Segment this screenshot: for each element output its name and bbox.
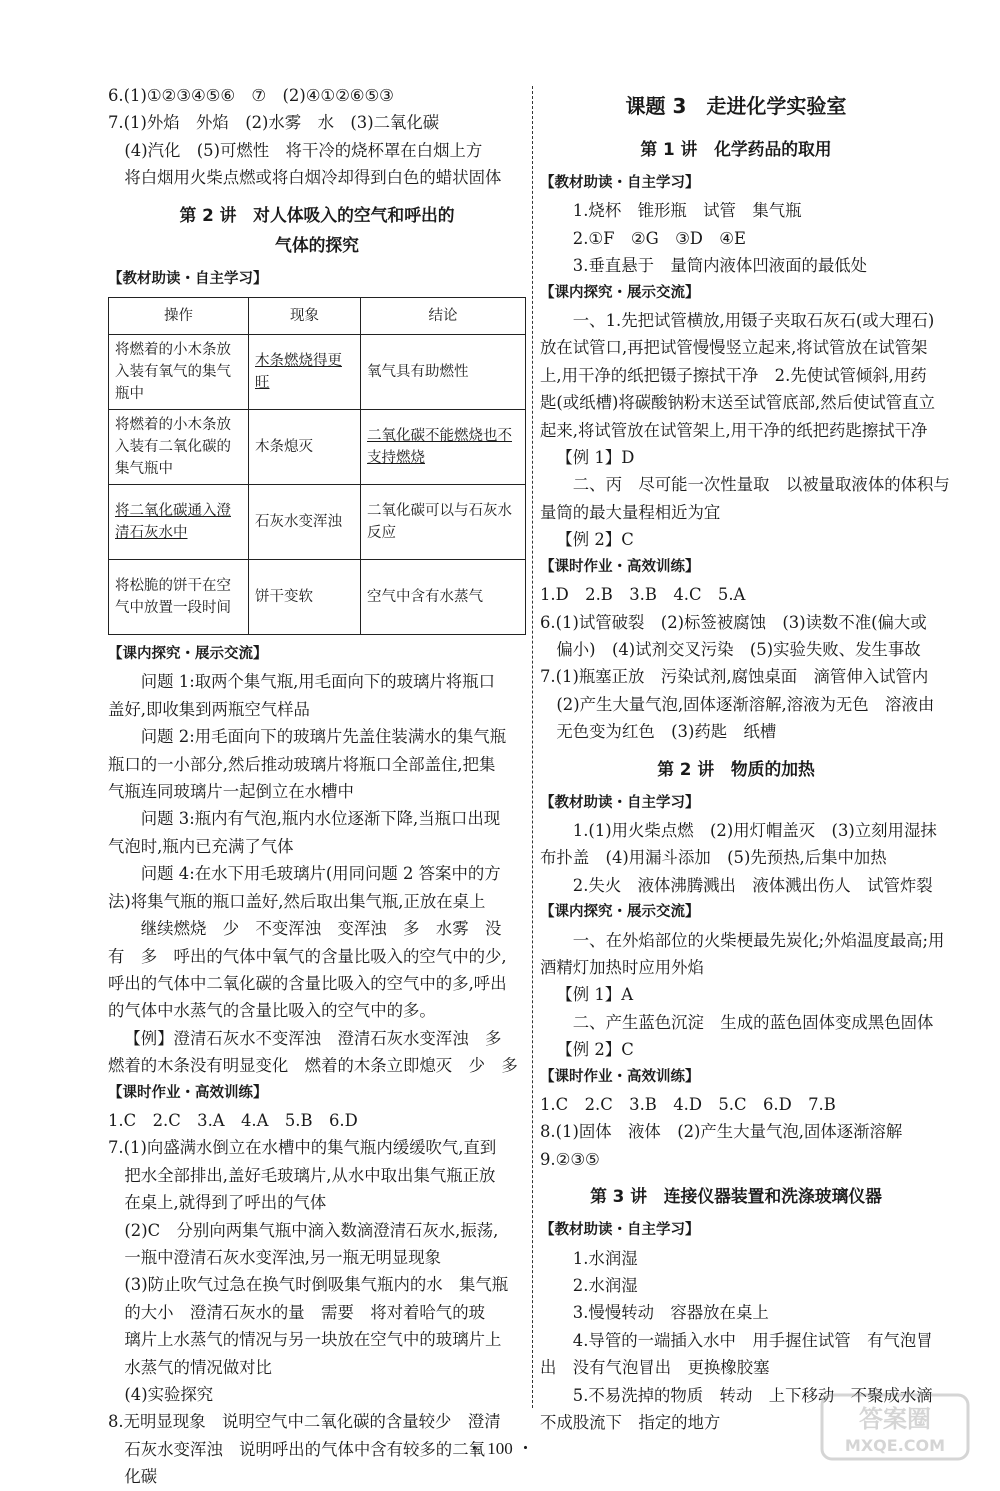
table-header: 结论 (361, 298, 526, 335)
answer-line: 3.慢慢转动 容器放在桌上 (572, 1303, 769, 1323)
answer-line: 【例 1】D (556, 448, 635, 468)
answer-line: 一瓶中澄清石灰水变浑浊,另一瓶无明显现象 (108, 1247, 442, 1267)
right-column (540, 82, 950, 1436)
answer-line: 问题 4:在水下用毛玻璃片(用同问题 2 答案中的方 (140, 864, 501, 884)
answer-line: 不成股流下 指定的地方 (540, 1413, 721, 1433)
answer-line: 无色变为红色 (3)药匙 纸槽 (540, 722, 777, 742)
answer-line: 7.(1)瓶塞正放 污染试剂,腐蚀桌面 滴管伸入试管内 (540, 667, 929, 687)
section-heading: 【课时作业・高效训练】 (540, 558, 700, 575)
answer-line: 的气体中水蒸气的含量比吸入的空气中的多。 (108, 1001, 436, 1021)
page-number: ・ 100 ・ (466, 1439, 534, 1458)
table-cell: 二氧化碳不能燃烧也不支持燃烧 (361, 410, 526, 485)
lesson-2-heating-title: 第 2 讲 物质的加热 (657, 758, 815, 779)
answer-line: 盖好,即收集到两瓶空气样品 (108, 699, 310, 719)
answer-line: 1.水润湿 (572, 1248, 638, 1268)
left-top-answers (108, 82, 526, 192)
topic-title: 课题 3 走进化学实验室 (625, 94, 847, 118)
answer-line: 【例 2】C (556, 530, 634, 550)
answer-line: 量筒的最大量程相近为宜 (540, 502, 721, 522)
answer-line: 1.C 2.C 3.A 4.A 5.B 6.D (108, 1110, 358, 1130)
answer-line: (3)防止吹气过急在换气时倒吸集气瓶内的水 集气瓶 (108, 1275, 509, 1295)
table-cell: 将燃着的小木条放入装有氧气的集气瓶中 (109, 335, 249, 410)
answer-line: 化碳 (108, 1467, 158, 1487)
answer-line: 问题 2:用毛面向下的玻璃片先盖住装满水的集气瓶 (140, 727, 507, 747)
answer-line: 偏小) (4)试剂交叉污染 (5)实验失败、发生事故 (540, 639, 921, 659)
section-heading: 【课时作业・高效训练】 (108, 1084, 268, 1101)
column-divider (532, 86, 533, 1408)
answer-line: 4.导管的一端插入水中 用手握住试管 有气泡冒 (572, 1330, 933, 1350)
answer-line: 上,用干净的纸把镊子擦拭干净 2.先使试管倾斜,用药 (540, 365, 927, 385)
answer-line: 呼出的气体中二氧化碳的含量比吸入的空气中的多,呼出 (108, 973, 507, 993)
left-column (108, 82, 526, 1491)
table-header-row (109, 298, 526, 335)
answer-line: 1.烧杯 锥形瓶 试管 集气瓶 (572, 201, 802, 221)
answer-line: 酒精灯加热时应用外焰 (540, 957, 704, 977)
answer-line: 一、1.先把试管横放,用镊子夹取石灰石(或大理石) (572, 311, 935, 331)
lesson-2-title (108, 200, 526, 260)
table-cell: 空气中含有水蒸气 (361, 560, 526, 635)
answer-line: 在桌上,就得到了呼出的气体 (108, 1193, 327, 1213)
answer-line: 出 没有气泡冒出 更换橡胶塞 (540, 1358, 770, 1378)
section-heading: 【课时作业・高效训练】 (540, 1068, 700, 1085)
answer-line: 气瓶连同玻璃片一起倒立在水槽中 (108, 782, 354, 802)
answer-line: (2)产生大量气泡,固体逐渐溶解,溶液为无色 溶液由 (540, 694, 935, 714)
table-cell: 将二氧化碳通入澄清石灰水中 (109, 485, 249, 560)
answer-line: (2)C 分别向两集气瓶中滴入数滴澄清石灰水,振荡, (108, 1220, 499, 1240)
table-cell: 将松脆的饼干在空气中放置一段时间 (109, 560, 249, 635)
answer-line: 二、丙 尽可能一次性量取 以被量取液体的体积与 (572, 475, 950, 495)
answer-line: 1.C 2.C 3.B 4.D 5.C 6.D 7.B (540, 1095, 836, 1114)
table-row (109, 335, 526, 410)
section-heading: 【课内探究・展示交流】 (108, 646, 268, 663)
answer-line: 匙(或纸槽)将碳酸钠粉末送至试管底部,然后使试管直立 (540, 393, 935, 413)
svg-text:答案圈: 答案圈 (859, 1405, 931, 1433)
answer-line: 6.(1)试管破裂 (2)标签被腐蚀 (3)读数不准(偏大或 (540, 612, 927, 632)
answer-line: 问题 3:瓶内有气泡,瓶内水位逐渐下降,当瓶口出现 (140, 809, 501, 829)
answer-line: 8.(1)固体 液体 (2)产生大量气泡,固体逐渐溶解 (540, 1122, 903, 1142)
explore-answers (108, 668, 526, 1079)
answer-line: 【例】澄清石灰水不变浑浊 澄清石灰水变浑浊 多 (124, 1028, 502, 1048)
lesson-3-title: 第 3 讲 连接仪器装置和洗涤玻璃仪器 (590, 1186, 882, 1207)
table-row (109, 485, 526, 560)
answer-line: 1.(1)用火柴点燃 (2)用灯帽盖灭 (3)立刻用湿抹 (572, 820, 937, 840)
svg-text:MXQE.COM: MXQE.COM (844, 1436, 946, 1455)
answer-line: 气泡时,瓶内已充满了气体 (108, 836, 294, 856)
answer-line: 8.无明显现象 说明空气中二氧化碳的含量较少 澄清 (108, 1412, 501, 1432)
answer-line: 璃片上水蒸气的情况与另一块放在空气中的玻璃片上 (108, 1330, 502, 1350)
answer-line: 石灰水变浑浊 说明呼出的气体中含有较多的二氧 (108, 1439, 485, 1459)
answer-line: (4)汽化 (5)可燃性 将干冷的烧杯罩在白烟上方 (108, 140, 483, 160)
lesson-2-title-line-2: 气体的探究 (275, 234, 359, 255)
answer-line: 布扑盖 (4)用漏斗添加 (5)先预热,后集中加热 (540, 848, 887, 868)
table-cell: 二氧化碳可以与石灰水反应 (361, 485, 526, 560)
answer-line: 起来,将试管放在试管架上,用干净的纸把药匙擦拭干净 (540, 420, 928, 440)
observation-table (108, 297, 526, 635)
section-heading: 【教材助读・自主学习】 (108, 270, 268, 287)
table-row (109, 410, 526, 485)
answer-line: 放在试管口,再把试管慢慢竖立起来,将试管放在试管架 (540, 338, 928, 358)
section-heading: 【教材助读・自主学习】 (540, 175, 700, 191)
answer-line: 瓶口的一小部分,然后推动玻璃片将瓶口全部盖住,把集 (108, 754, 496, 774)
table-cell: 氧气具有助燃性 (361, 335, 526, 410)
section-heading: 【课内探究・展示交流】 (540, 284, 700, 301)
answer-line: 继续燃烧 少 不变浑浊 变浑浊 多 水雾 没 (140, 919, 502, 939)
answer-line: 水蒸气的情况做对比 (108, 1357, 272, 1377)
answer-line: 问题 1:取两个集气瓶,用毛面向下的玻璃片将瓶口 (140, 672, 495, 692)
answer-line: 有 多 呼出的气体中氧气的含量比吸入的空气中的少, (108, 946, 507, 966)
answer-line: 3.垂直悬于 量筒内液体凹液面的最低处 (572, 256, 868, 276)
section-heading: 【课内探究・展示交流】 (540, 904, 700, 921)
answer-line: 将白烟用火柴点燃或将白烟冷却得到白色的蜡状固体 (108, 168, 502, 188)
section-heading: 【教材助读・自主学习】 (540, 794, 700, 811)
table-cell: 木条燃烧得更旺 (249, 335, 361, 410)
answer-line: 7.(1)外焰 外焰 (2)水雾 水 (3)二氧化碳 (108, 113, 440, 133)
lesson-1-title: 第 1 讲 化学药品的取用 (640, 139, 832, 159)
answer-line: 【例 1】A (556, 985, 634, 1005)
answer-line: 2.水润湿 (572, 1276, 638, 1296)
answer-line: 9.②③⑤ (540, 1149, 600, 1169)
answer-line: 把水全部排出,盖好毛玻璃片,从水中取出集气瓶正放 (108, 1165, 496, 1185)
answer-line: 2.失火 液体沸腾溅出 液体溅出伤人 试管炸裂 (572, 875, 933, 895)
section-heading: 【教材助读・自主学习】 (540, 1222, 700, 1239)
answer-line: 法)将集气瓶的瓶口盖好,然后取出集气瓶,正放在桌上 (108, 891, 486, 911)
table-cell: 将燃着的小木条放入装有二氧化碳的集气瓶中 (109, 410, 249, 485)
answer-line: 【例 2】C (556, 1040, 634, 1060)
answer-line: 1.D 2.B 3.B 4.C 5.A (540, 585, 746, 605)
table-cell: 木条熄灭 (249, 410, 361, 485)
answer-line: (4)实验探究 (108, 1385, 214, 1404)
answer-line: 一、在外焰部位的火柴梗最先炭化;外焰温度最高;用 (572, 930, 945, 950)
answer-line: 2.①F ②G ③D ④E (572, 228, 746, 248)
table-header: 现象 (249, 298, 361, 335)
lesson-2-title-line-1: 第 2 讲 对人体吸入的空气和呼出的 (179, 204, 455, 225)
table-cell: 饼干变软 (249, 560, 361, 635)
answer-line: 5.不易洗掉的物质 转动 上下移动 不聚成水滴 (572, 1385, 933, 1405)
answer-line: 的大小 澄清石灰水的量 需要 将对着哈气的玻 (108, 1302, 485, 1322)
table-header: 操作 (109, 298, 249, 335)
answer-line: 二、产生蓝色沉淀 生成的蓝色固体变成黑色固体 (572, 1012, 934, 1032)
answer-line: 燃着的木条没有明显变化 燃着的木条立即熄灭 少 多 (108, 1056, 518, 1076)
table-row (109, 560, 526, 635)
table-cell: 石灰水变浑浊 (249, 485, 361, 560)
answer-line: 7.(1)向盛满水倒立在水槽中的集气瓶内缓缓吹气,直到 (108, 1138, 497, 1158)
watermark-logo (820, 1393, 970, 1461)
answer-line: 6.(1)①②③④⑤⑥ ⑦ (2)④①②⑥⑤③ (108, 86, 394, 105)
